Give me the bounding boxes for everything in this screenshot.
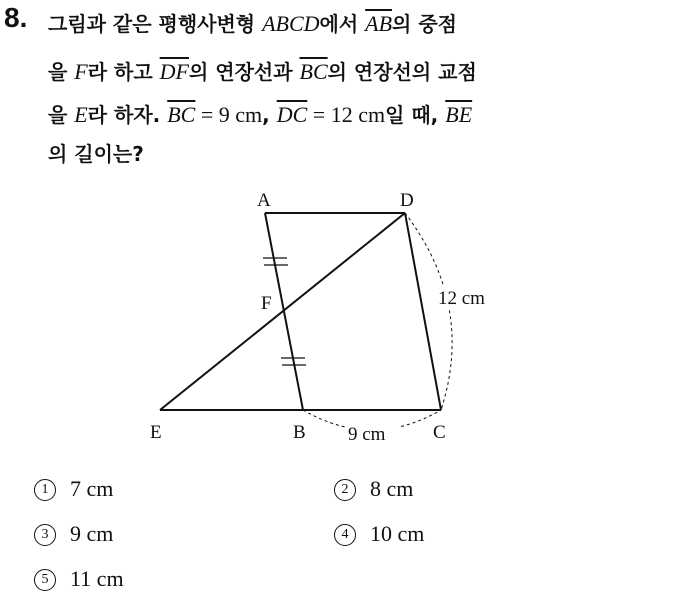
label-d: D xyxy=(400,190,414,211)
text: 의 중점 xyxy=(392,12,457,36)
text: 일 때, xyxy=(385,103,446,127)
label-e: E xyxy=(150,422,162,443)
segment-bc: $\overline{BC}$ xyxy=(299,59,328,84)
segment-dc: $\overline{DC}$ xyxy=(276,102,308,127)
length-bc: = 9 cm xyxy=(195,102,263,127)
question-line-4: 의 길이는? xyxy=(48,142,144,166)
choice-marker: 4 xyxy=(334,524,356,546)
label-f: F xyxy=(261,293,272,314)
choice-5[interactable] xyxy=(34,566,124,592)
segment-bc: $\overline{BC}$ xyxy=(167,102,196,127)
choice-marker: 5 xyxy=(34,569,56,591)
question-number: 8. xyxy=(4,2,28,33)
side-dc xyxy=(405,213,441,410)
length-label-bc: 9 cm xyxy=(348,424,386,445)
point-f: F xyxy=(74,59,88,84)
parallelogram-name: ABCD xyxy=(262,11,320,36)
length-dc: = 12 cm xyxy=(307,102,386,127)
label-c: C xyxy=(433,422,446,443)
label-b: B xyxy=(293,422,306,443)
choice-text: 8 cm xyxy=(370,476,414,501)
choice-text: 9 cm xyxy=(70,521,114,546)
point-e: E xyxy=(74,102,88,127)
text: 라 하고 xyxy=(87,60,160,84)
label-a: A xyxy=(257,190,271,211)
text: , xyxy=(262,103,277,127)
choice-text: 11 cm xyxy=(70,566,124,591)
text: 을 xyxy=(48,103,75,127)
text: 라 하자. xyxy=(87,103,168,127)
choice-marker: 3 xyxy=(34,524,56,546)
choice-3[interactable] xyxy=(34,521,113,547)
choice-text: 7 cm xyxy=(70,476,114,501)
choice-4[interactable] xyxy=(334,521,424,547)
length-label-dc: 12 cm xyxy=(438,288,485,309)
dimension-arc-dc xyxy=(405,213,452,410)
choice-marker: 1 xyxy=(34,479,56,501)
choice-text: 10 cm xyxy=(370,521,425,546)
choice-2[interactable] xyxy=(334,476,413,502)
segment-ab: $\overline{AB}$ xyxy=(365,11,393,36)
text: 의 연장선과 xyxy=(188,60,300,84)
line-de xyxy=(160,213,405,410)
segment-be: $\overline{BE}$ xyxy=(445,102,473,127)
choice-marker: 2 xyxy=(334,479,356,501)
text: 그림과 같은 평행사변형 xyxy=(48,12,263,36)
choice-1[interactable] xyxy=(34,476,113,502)
text: 에서 xyxy=(319,12,366,36)
text: 의 연장선의 교점 xyxy=(327,60,477,84)
text: 을 xyxy=(48,60,75,84)
segment-df: $\overline{DF}$ xyxy=(159,59,189,84)
